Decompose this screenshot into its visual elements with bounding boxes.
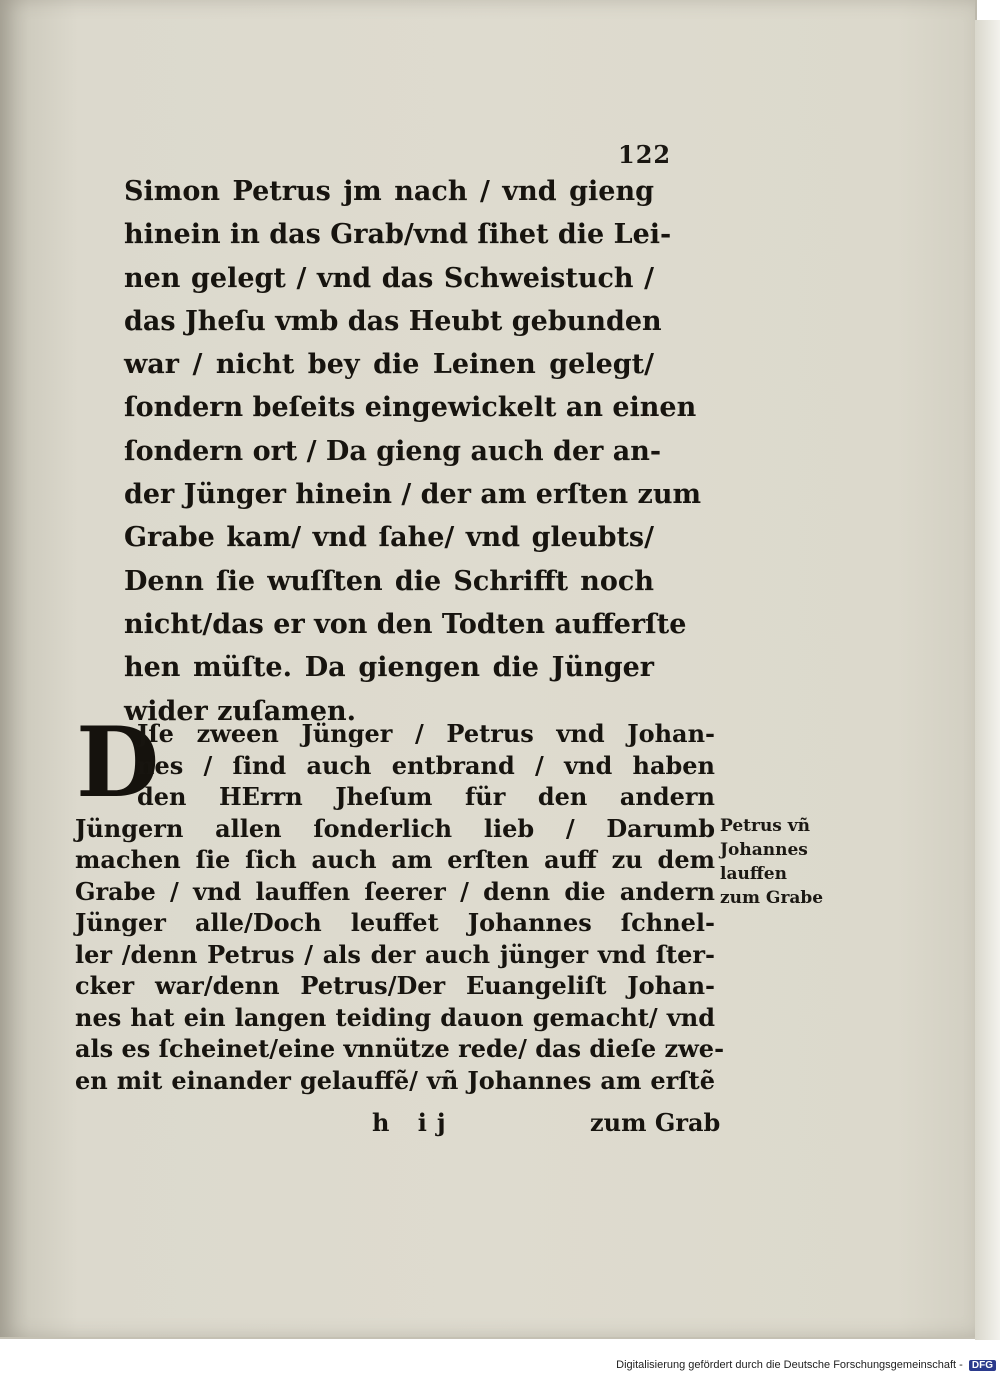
scripture-text-block xyxy=(124,170,702,733)
commentary-line: Jünger alle/Doch leuffet Johannes ſchnel- xyxy=(75,908,715,937)
commentary-line: Jüngern allen ſonderlich lieb / Darumb xyxy=(75,813,715,843)
scripture-line: ſondern ort / Da gieng auch der an- xyxy=(124,435,662,467)
scripture-line: wider zuſamen. xyxy=(124,695,357,727)
dfg-logo: DFG xyxy=(969,1360,996,1371)
page-edge-shadow xyxy=(975,20,1000,1340)
commentary-line: als es ſcheinet/eine vnnütze rede/ das dieſe zwe- xyxy=(75,1034,725,1063)
scripture-line: Simon Petrus jm nach / vnd gieng xyxy=(124,176,654,207)
scripture-line: nen gelegt / vnd das Schweistuch / xyxy=(124,262,654,294)
commentary-line: nes hat ein langen teiding dauon gemacht/ vnd xyxy=(75,1002,715,1032)
marginal-note-line: Johannes xyxy=(720,840,808,860)
digitization-footer xyxy=(616,1359,996,1371)
scripture-line: der Jünger hinein / der am erſten zum xyxy=(124,479,702,511)
scripture-line: nicht/das er von den Todten aufferſte xyxy=(124,608,687,640)
catchword: zum Grab xyxy=(590,1108,721,1137)
scripture-line: das Jheſu vmb das Heubt gebunden xyxy=(124,305,662,337)
commentary-line: den HErrn Jheſum für den andern xyxy=(137,782,715,811)
commentary-line: machen ſie ſich auch am erſten auff zu dem xyxy=(75,845,715,874)
commentary-line: ler /denn Petrus / als der auch jünger vnd ſter- xyxy=(75,939,715,969)
commentary-line: en mit einander gelauffẽ/ vñ Johannes am erſtẽ xyxy=(75,1065,715,1095)
signature-mark: h ij xyxy=(372,1108,456,1137)
commentary-line: Jſe zween Jünger / Petrus vnd Johan- xyxy=(137,719,715,748)
footer-credit-text: Digitalisierung gefördert durch die Deutsche Forschungsgemeinschaft - xyxy=(616,1359,963,1371)
scripture-line: war / nicht bey die Leinen gelegt/ xyxy=(124,349,654,381)
marginal-note xyxy=(720,814,823,910)
decorated-initial: D xyxy=(76,706,160,819)
marginal-note-line: lauffen xyxy=(720,864,787,884)
scripture-line: hinein in das Grab/vnd ſihet die Lei- xyxy=(124,219,672,251)
commentary-line: nes / ſind auch entbrand / vnd haben xyxy=(137,750,715,780)
scripture-line: Denn ſie wuſſten die Schrifft noch xyxy=(124,565,654,597)
scripture-line: ſondern beſeits eingewickelt an einen xyxy=(124,392,697,424)
scripture-line: hen müſte. Da giengen die Jünger xyxy=(124,652,654,684)
commentary-line: Grabe / vnd lauffen ſeerer / denn die andern xyxy=(75,876,715,906)
page-number: 122 xyxy=(618,140,672,169)
marginal-note-line: Petrus vñ xyxy=(720,816,811,836)
commentary-line: cker war/denn Petrus/Der Euangeliſt Johan- xyxy=(75,971,715,1000)
marginal-note-line: zum Grabe xyxy=(720,888,824,908)
scripture-line: Grabe kam/ vnd ſahe/ vnd gleubts/ xyxy=(124,522,654,554)
